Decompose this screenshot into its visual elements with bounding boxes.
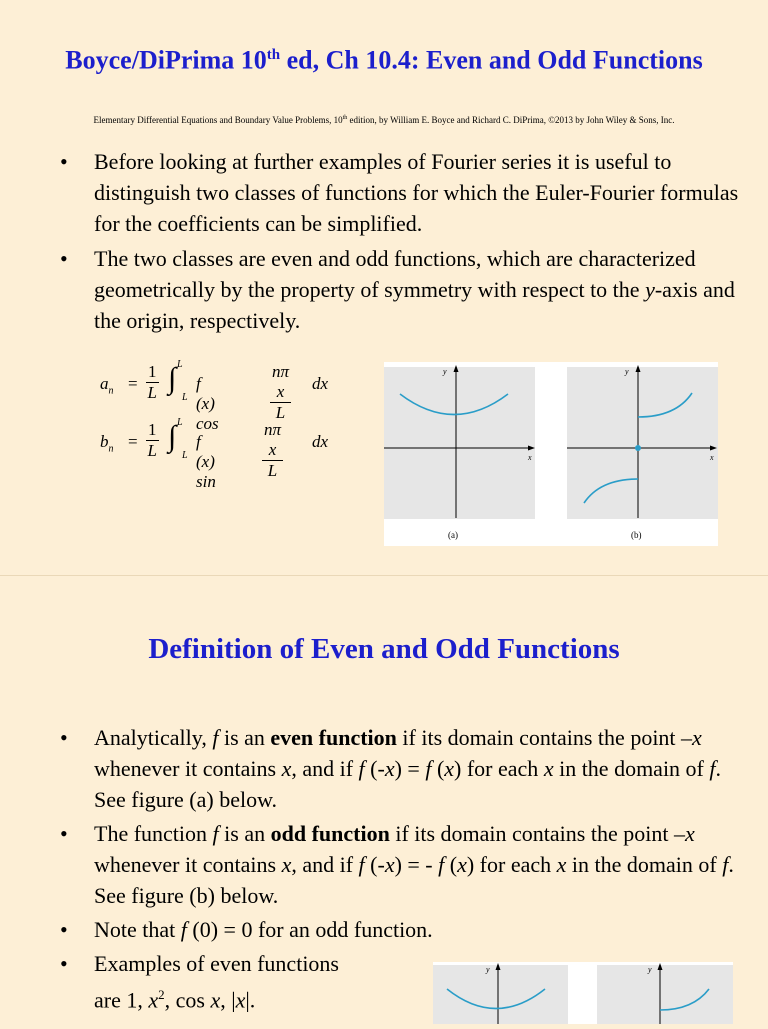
bullet-icon: • <box>60 951 68 976</box>
panel-a <box>384 365 535 540</box>
math-x: x <box>384 756 395 781</box>
bullet-icon: • <box>60 149 68 174</box>
bullet-item <box>60 146 740 239</box>
text: ) for each <box>454 756 544 781</box>
lhs-symbol: b <box>100 432 109 451</box>
exponent: 2 <box>158 987 165 1002</box>
equals-sign: = <box>128 432 138 451</box>
origin-point <box>635 445 641 451</box>
math-f: f <box>709 756 716 781</box>
text: is an <box>218 821 271 846</box>
text: Analytically, <box>94 725 213 750</box>
bullet-text-rest: -axis and the origin, respectively. <box>94 277 735 333</box>
math-x: x <box>543 756 554 781</box>
bullet-item <box>60 914 750 945</box>
citation-text: Elementary Differential Equations and Boundary Value Problems, 10 <box>93 115 343 125</box>
panel-a-background <box>384 367 535 519</box>
math-f: f <box>358 756 365 781</box>
y-axis-label: y <box>486 965 490 974</box>
x-axis-label: x <box>528 453 532 462</box>
math-f: f <box>358 852 365 877</box>
text: in the domain of <box>553 756 710 781</box>
math-f: f <box>212 821 219 846</box>
formula-lhs <box>100 432 114 454</box>
upper-limit: L <box>177 359 183 370</box>
fraction-one-over-l <box>146 420 159 461</box>
differential: dx <box>312 374 329 393</box>
fraction-numerator: 1 <box>148 362 157 381</box>
bullet-icon: • <box>60 246 68 271</box>
math-x: x <box>457 852 467 877</box>
math-x: x <box>444 756 455 781</box>
bullet-item <box>60 818 750 911</box>
integrand: f (x) cos <box>196 374 219 433</box>
integral-icon: ∫ <box>168 362 177 395</box>
fraction-denominator: L <box>267 461 278 480</box>
lhs-symbol: a <box>100 374 109 393</box>
fraction-numerator: nπ x <box>272 362 290 401</box>
text: if its domain contains the point – <box>396 725 693 750</box>
math-x: x <box>281 852 292 877</box>
math-f: f <box>722 852 729 877</box>
text: are 1, <box>94 987 149 1013</box>
fraction-denominator: L <box>147 441 157 460</box>
bullet-list <box>60 146 740 336</box>
bullet-item <box>60 722 750 815</box>
text: Examples of even functions <box>94 951 339 976</box>
text: , and if <box>291 852 359 877</box>
title-text-rest: ed, Ch 10.4: Even and Odd Functions <box>280 45 703 75</box>
bullet-icon: • <box>60 917 68 942</box>
caption-b: (b) <box>631 530 642 540</box>
math-x: x <box>210 987 221 1013</box>
text: , and if <box>291 756 359 781</box>
fraction-numerator: nπ x <box>264 420 282 459</box>
fraction-denominator: L <box>147 383 157 402</box>
text: ) = <box>394 756 426 781</box>
text: ( <box>431 756 445 781</box>
bullet-text: The two classes are even and odd functions, which are characterized geometrically by the property of symmetry with respect to the <box>94 246 696 302</box>
text: in the domain of <box>566 852 723 877</box>
text: , cos <box>164 987 211 1013</box>
lower-limit: L <box>182 392 188 403</box>
fraction-argument <box>262 420 283 481</box>
lhs-subscript: n <box>108 385 114 397</box>
fraction-denominator: L <box>275 403 286 422</box>
text: ( <box>444 852 458 877</box>
y-axis-label: y <box>443 367 447 376</box>
integrand: f (x) sin <box>196 432 216 491</box>
text: . See figure (b) below. <box>94 852 734 908</box>
text: (- <box>364 756 385 781</box>
math-f: f <box>180 917 187 942</box>
panel-b <box>567 365 718 540</box>
math-f: f <box>438 852 445 877</box>
panel-a <box>433 963 568 1024</box>
text: Note that <box>94 917 181 942</box>
equals-sign: = <box>128 374 138 393</box>
lower-limit: L <box>182 450 188 461</box>
title-superscript: th <box>266 47 281 63</box>
title-text: Boyce/DiPrima 10 <box>65 45 267 75</box>
text: ) = - <box>394 852 439 877</box>
y-axis-label: y <box>625 367 629 376</box>
text: (0) = 0 for an odd function. <box>186 917 433 942</box>
text: whenever it contains <box>94 756 282 781</box>
differential: dx <box>312 432 329 451</box>
math-x: x <box>684 821 695 846</box>
math-f: f <box>425 756 432 781</box>
x-axis-label: x <box>710 453 714 462</box>
text: . See figure (a) below. <box>94 756 722 812</box>
fraction-argument <box>270 362 291 423</box>
term-even-function: even function <box>270 725 397 750</box>
math-x: x <box>281 756 292 781</box>
caption-a: (a) <box>448 530 458 540</box>
text: ) for each <box>466 852 557 877</box>
text: if its domain contains the point – <box>389 821 685 846</box>
bullet-icon: • <box>60 725 68 750</box>
even-odd-figure-partial-svg <box>433 962 733 1024</box>
citation-superscript: th <box>342 115 348 121</box>
bullet-italic: y <box>645 277 655 302</box>
y-axis-label: y <box>648 965 652 974</box>
math-x: x <box>235 987 246 1013</box>
panel-b <box>597 963 733 1024</box>
citation-text-rest: edition, by William E. Boyce and Richard C. DiPrima, ©2013 by John Wiley & Sons, Inc. <box>347 115 675 125</box>
text: whenever it contains <box>94 852 282 877</box>
math-x: x <box>148 987 159 1013</box>
integral-icon: ∫ <box>168 420 177 453</box>
bullet-item <box>60 243 740 336</box>
even-odd-figure-partial <box>433 962 733 1024</box>
lhs-subscript: n <box>108 443 114 455</box>
fraction-numerator: 1 <box>148 420 157 439</box>
fraction-one-over-l <box>146 362 159 403</box>
text: , | <box>220 987 236 1013</box>
even-odd-figure-svg <box>384 362 718 546</box>
bullet-text: Before looking at further examples of Fourier series it is useful to distinguish two classes of functions for which the Euler-Fourier formulas for the coefficients can be simplified. <box>94 149 739 236</box>
formula-lhs <box>100 374 114 396</box>
math-x: x <box>556 852 567 877</box>
text: (- <box>364 852 385 877</box>
math-f: f <box>212 725 219 750</box>
math-x: x <box>692 725 702 750</box>
text: is an <box>218 725 271 750</box>
citation <box>0 115 768 125</box>
panel-b-background <box>597 965 733 1024</box>
even-odd-figure <box>384 362 718 546</box>
text: |. <box>245 987 256 1013</box>
text: The function <box>94 821 213 846</box>
bullet-icon: • <box>60 821 68 846</box>
slide-title <box>40 38 728 78</box>
term-odd-function: odd function <box>270 821 390 846</box>
slide-title: Definition of Even and Odd Functions <box>148 633 620 665</box>
upper-limit: L <box>177 417 183 428</box>
math-x: x <box>384 852 395 877</box>
